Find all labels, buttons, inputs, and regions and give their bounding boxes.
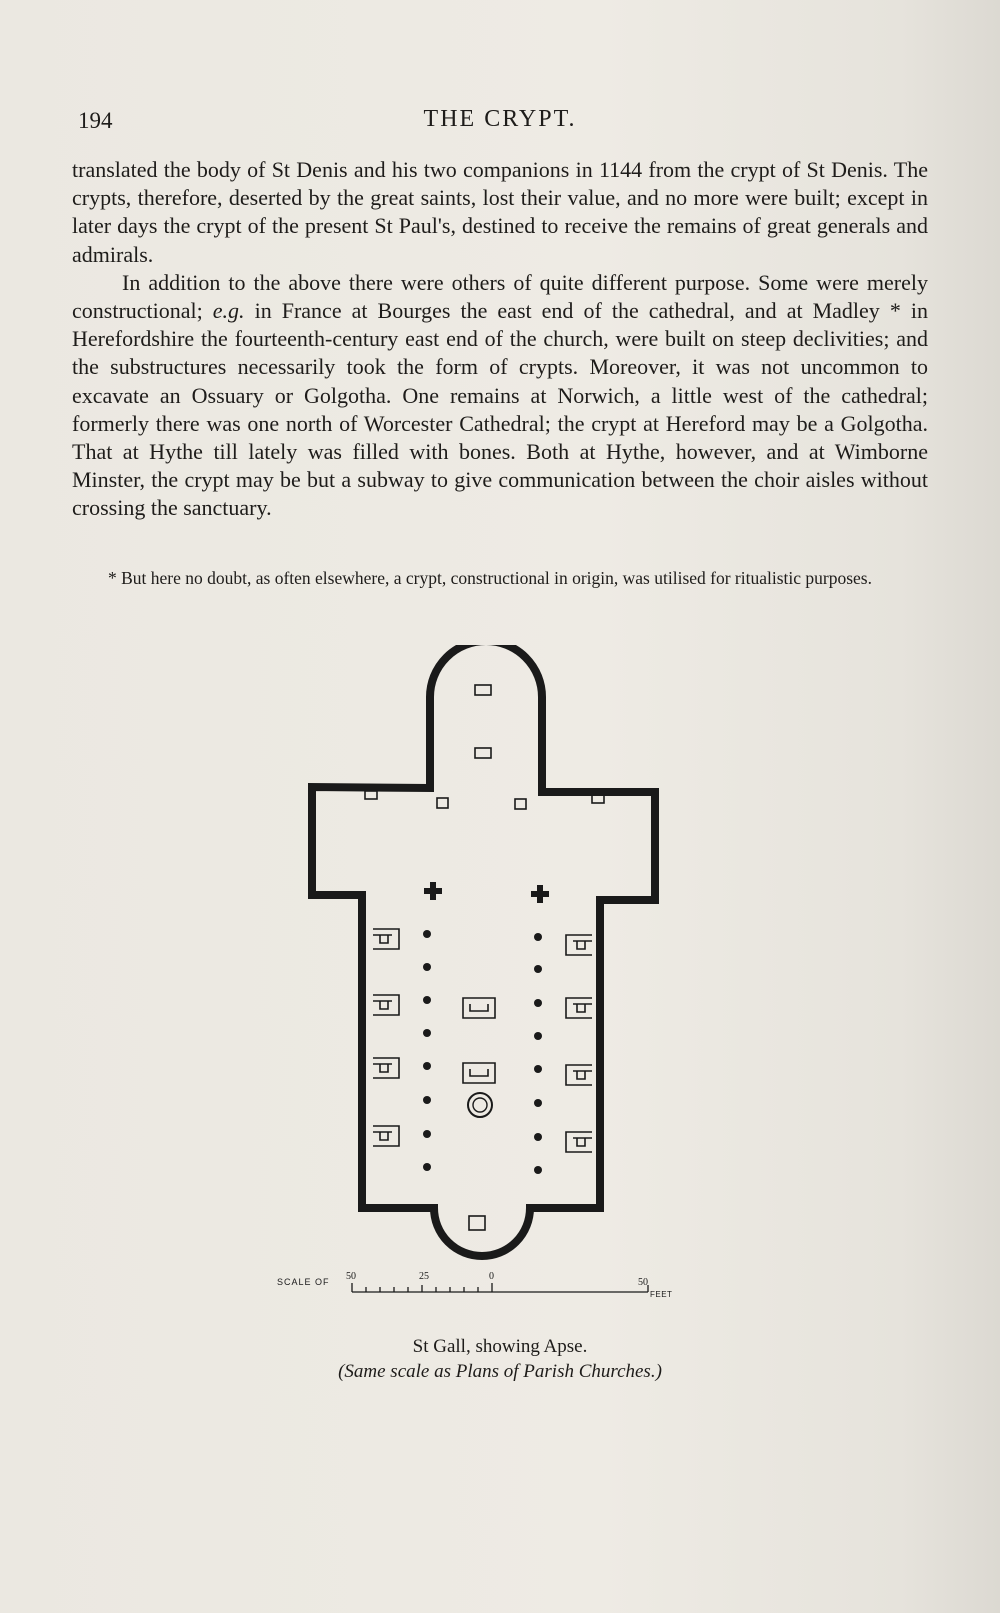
plan-outline <box>312 645 655 1256</box>
paragraph-2-part-2: in France at Bourges the east end of the cathedral, and at Madley * in Herefordshire the fourteenth-century east end of the church, were built on steep declivities; and the substructures necessarily took the form of crypts. Moreover, it was not uncommon to excavate an Ossuary or Golgotha. One remains at Norwich, a little west of the cathedral; formerly there was one north of Worcester Cathedral; the crypt at Hereford may be a Golgotha. That at Hythe till lately was filled with bones. Both at Hythe, however, and at Wimborne Minster, the crypt may be but a subway to give communication between the choir aisles without crossing the sanctuary. <box>72 298 928 521</box>
scale-tick-50-right: 50 <box>638 1277 648 1288</box>
altar-crossing-right <box>515 799 526 809</box>
altar-aisle-south-1 <box>566 935 592 955</box>
column <box>534 933 542 941</box>
column <box>423 1029 431 1037</box>
scale-unit: FEET <box>650 1290 673 1299</box>
altar-crossing-left <box>437 798 448 808</box>
altar-transept-south-wall <box>592 795 604 803</box>
altar-aisle-north-4 <box>373 1126 399 1146</box>
scale-tick-0: 0 <box>489 1271 494 1282</box>
column <box>534 999 542 1007</box>
scale-label: SCALE OF <box>277 1277 330 1287</box>
floor-plan-figure <box>270 645 710 1345</box>
column <box>423 996 431 1004</box>
scale-tick-50-left: 50 <box>346 1271 356 1282</box>
altar-west-apse <box>469 1216 485 1230</box>
page-number: 194 <box>78 108 113 133</box>
column <box>423 930 431 938</box>
crossing-pier-right <box>531 885 549 903</box>
scale-tick-25: 25 <box>419 1271 429 1282</box>
paragraph-2-part-1: In addition to the above there were others of quite different purpose. Some were merely constructional; <box>72 269 928 324</box>
column <box>534 965 542 973</box>
column <box>423 1163 431 1171</box>
body-text <box>72 156 928 523</box>
column <box>423 1096 431 1104</box>
column <box>534 1133 542 1141</box>
altar-nave-1 <box>463 998 495 1018</box>
column <box>423 1130 431 1138</box>
altar-apse-upper <box>475 685 491 695</box>
footnote-text: * But here no doubt, as often elsewhere, a crypt, constructional in origin, was utilised for ritualistic purposes. <box>108 568 872 588</box>
column <box>534 1166 542 1174</box>
font-inner <box>473 1098 487 1112</box>
figure-caption-note: (Same scale as Plans of Parish Churches.) <box>338 1361 662 1382</box>
footnote <box>72 567 928 589</box>
altar-aisle-north-2 <box>373 995 399 1015</box>
altar-aisle-south-3 <box>566 1065 592 1085</box>
font-outer <box>468 1093 492 1117</box>
column <box>423 963 431 971</box>
crossing-pier-left <box>424 882 442 900</box>
altar-transept-north-wall <box>365 791 377 799</box>
page-header <box>72 104 928 138</box>
column <box>534 1032 542 1040</box>
floor-plan-illustration <box>270 645 710 1345</box>
scale-bar <box>352 1283 648 1292</box>
paragraph-2-eg: e.g. <box>212 298 245 324</box>
column <box>423 1062 431 1070</box>
paragraph-2 <box>72 269 928 523</box>
altar-aisle-south-2 <box>566 998 592 1018</box>
altar-apse-lower <box>475 748 491 758</box>
column <box>534 1099 542 1107</box>
running-head: THE CRYPT. <box>423 106 577 132</box>
altar-nave-2 <box>463 1063 495 1083</box>
altar-aisle-south-4 <box>566 1132 592 1152</box>
paragraph-1: translated the body of St Denis and his two companions in 1144 from the crypt of St Denis. The crypts, therefore, deserted by the great saints, lost their value, and no more were built; except in later days the crypt of the present St Paul's, destined to receive the remains of great generals and admirals. <box>72 157 928 267</box>
column <box>534 1065 542 1073</box>
altar-aisle-north-3 <box>373 1058 399 1078</box>
altar-aisle-north-1 <box>373 929 399 949</box>
figure-caption: St Gall, showing Apse. <box>412 1336 588 1357</box>
